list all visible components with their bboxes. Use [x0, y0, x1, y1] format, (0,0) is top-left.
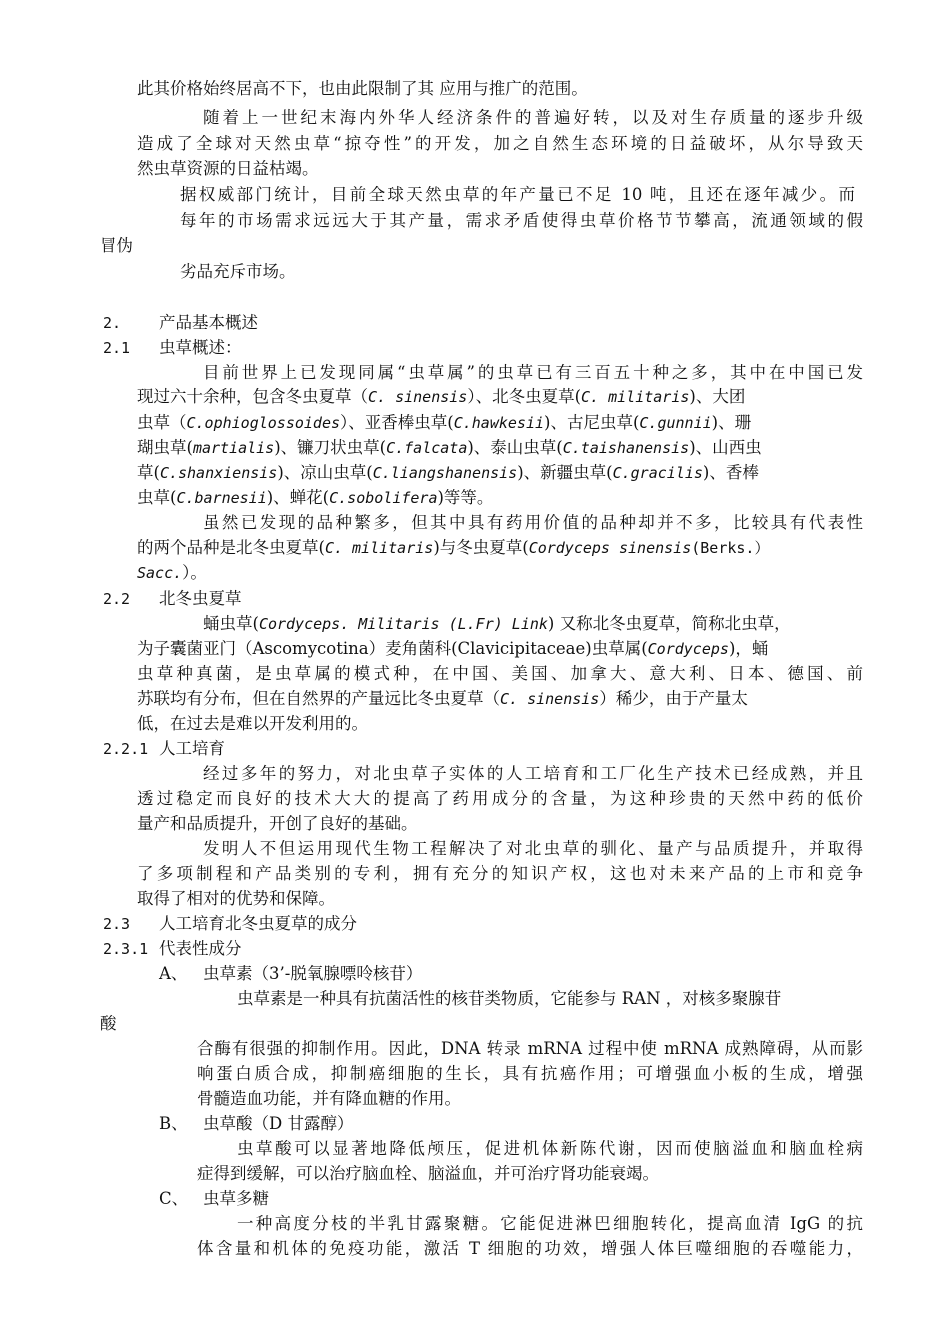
paragraph-line: 量产和品质提升，开创了良好的基础。 [137, 814, 418, 833]
list-item-title: 虫草多糖 [203, 1189, 269, 1208]
section-number: 2.3 [103, 915, 131, 933]
paragraph-line: 虽然已发现的品种繁多，但其中具有药用价值的品种却并不多，比较具有代表性 [203, 513, 863, 532]
paragraph-line: 现过六十余种，包含冬虫夏草（C. sinensis）、北冬虫夏草(C. militaris)、大团 [137, 387, 746, 406]
list-label: B、 [159, 1114, 188, 1133]
paragraph-line: 虫草（C.ophioglossoides）、亚香棒虫草(C.hawkesii)、古尼虫草(C.gunnii)、珊 [137, 413, 752, 432]
paragraph-line: 取得了相对的优势和保障。 [137, 889, 335, 908]
paragraph-line: 经过多年的努力，对北虫草子实体的人工培育和工厂化生产技术已经成熟，并且 [203, 764, 863, 783]
paragraph-line: Sacc.）。 [137, 563, 207, 582]
paragraph-line: 蛹虫草(Cordyceps. Militaris (L.Fr) Link) 又称北冬虫夏草，简称北虫草， [203, 614, 791, 633]
paragraph-line: 目前世界上已发现同属“虫草属”的虫草已有三百五十种之多，其中在中国已发 [203, 363, 863, 382]
paragraph-line: 的两个品种是北冬虫夏草(C. militaris)与冬虫夏草(Cordyceps sinensis(Berks.） [137, 538, 770, 557]
intro-line-8: 劣品充斥市场。 [180, 262, 296, 281]
list-label: A、 [159, 964, 188, 983]
paragraph-line: 合酶有很强的抑制作用。因此，DNA 转录 mRNA 过程中使 mRNA 成熟障碍，从而影 [197, 1039, 863, 1058]
paragraph-line: 了多项制程和产品类别的专利，拥有充分的知识产权，这也对未来产品的上市和竞争 [137, 864, 863, 883]
paragraph-line: 为子囊菌亚门（Ascomycotina）麦角菌科(Clavicipitaceae)虫草属(Cordyceps)，蛹 [137, 639, 769, 658]
paragraph-line: 低，在过去是难以开发利用的。 [137, 714, 368, 733]
intro-line-2: 随着上一世纪末海内外华人经济条件的普遍好转，以及对生存质量的逐步升级 [203, 108, 863, 127]
section-number: 2. [103, 314, 122, 332]
list-item-title: 虫草素（3’-脱氧腺嘌呤核苷） [203, 964, 423, 983]
section-heading: 北冬虫夏草 [159, 589, 242, 608]
section-number: 2.2 [103, 590, 131, 608]
section-number: 2.3.1 [103, 940, 149, 958]
paragraph-line: 虫草素是一种具有抗菌活性的核苷类物质，它能参与 RAN ，对核多聚腺苷 [237, 989, 782, 1008]
paragraph-line: 发明人不但运用现代生物工程解决了对北虫草的驯化、量产与品质提升，并取得 [203, 839, 863, 858]
section-heading: 产品基本概述 [159, 313, 258, 332]
paragraph-line: 瑚虫草(martialis)、镰刀状虫草(C.falcata)、泰山虫草(C.taishanensis)、山西虫 [137, 438, 762, 457]
list-item-title: 虫草酸（D 甘露醇） [203, 1114, 354, 1133]
paragraph-line: 虫草酸可以显著地降低颅压，促进机体新陈代谢，因而使脑溢血和脑血栓病 [237, 1139, 863, 1158]
paragraph-line: 酸 [100, 1014, 117, 1033]
section-number: 2.2.1 [103, 740, 149, 758]
section-heading: 虫草概述： [159, 338, 242, 357]
intro-line-5: 据权威部门统计，目前全球天然虫草的年产量已不足 10 吨，且还在逐年减少。而 [180, 185, 855, 204]
paragraph-line: 症得到缓解，可以治疗脑血栓、脑溢血，并可治疗肾功能衰竭。 [197, 1164, 659, 1183]
paragraph-line: 虫草种真菌，是虫草属的模式种，在中国、美国、加拿大、意大利、日本、德国、前 [137, 664, 863, 683]
paragraph-line: 虫草(C.barnesii)、蝉花(C.sobolifera)等等。 [137, 488, 494, 507]
paragraph-line: 一种高度分枝的半乳甘露聚糖。它能促进淋巴细胞转化，提高血清 IgG 的抗 [237, 1214, 863, 1233]
section-heading: 代表性成分 [159, 939, 242, 958]
intro-line-6: 每年的市场需求远远大于其产量，需求矛盾使得虫草价格节节攀高，流通领域的假 [180, 211, 863, 230]
intro-line-7: 冒伪 [100, 236, 133, 255]
section-number: 2.1 [103, 339, 131, 357]
list-label: C、 [159, 1189, 189, 1208]
section-heading: 人工培育 [159, 739, 225, 758]
paragraph-line: 苏联均有分布，但在自然界的产量远比冬虫夏草（C. sinensis）稀少，由于产量太 [137, 689, 748, 708]
intro-line-3: 造成了全球对天然虫草“掠夺性”的开发，加之自然生态环境的日益破坏，从尔导致天 [137, 134, 863, 153]
paragraph-line: 透过稳定而良好的技术大大的提高了药用成分的含量，为这种珍贵的天然中药的低价 [137, 789, 863, 808]
paragraph-line: 草(C.shanxiensis)、凉山虫草(C.liangshanensis)、新疆虫草(C.gracilis)、香棒 [137, 463, 759, 482]
paragraph-line: 响蛋白质合成，抑制癌细胞的生长，具有抗癌作用；可增强血小板的生成，增强 [197, 1064, 863, 1083]
paragraph-line: 骨髓造血功能，并有降血糖的作用。 [197, 1089, 461, 1108]
paragraph-line: 体含量和机体的免疫功能，激活 T 细胞的功效，增强人体巨噬细胞的吞噬能力， [197, 1239, 863, 1258]
section-heading: 人工培育北冬虫夏草的成分 [159, 914, 357, 933]
intro-line-1: 此其价格始终居高不下，也由此限制了其 应用与推广的范围。 [137, 79, 588, 98]
intro-line-4: 然虫草资源的日益枯竭。 [137, 159, 319, 178]
